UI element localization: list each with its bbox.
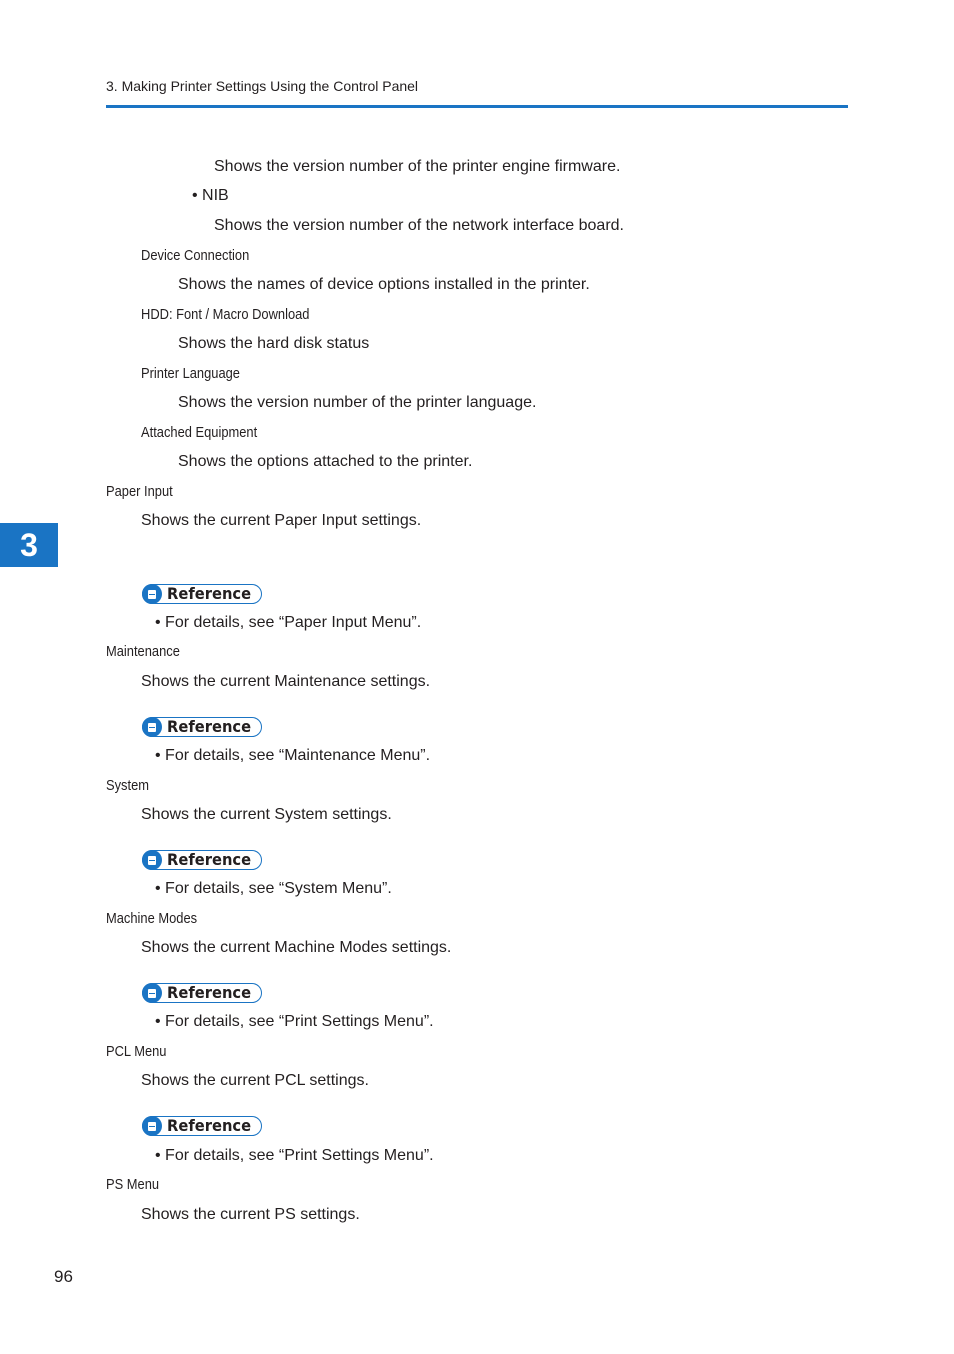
ps-menu-heading: PS Menu <box>106 1176 160 1193</box>
reference-badge <box>142 717 262 737</box>
engine-description: Shows the version number of the printer engine firmware. <box>214 158 621 175</box>
header-rule <box>106 105 848 108</box>
pcl-menu-description: Shows the current PCL settings. <box>141 1072 369 1089</box>
device-connection-heading: Device Connection <box>141 247 250 264</box>
reference-label: Reference <box>167 983 252 1002</box>
attached-equipment-heading: Attached Equipment <box>141 424 258 441</box>
reference-icon <box>142 850 162 870</box>
printer-language-description: Shows the version number of the printer language. <box>178 394 537 411</box>
chapter-tab: 3 <box>0 523 58 567</box>
system-reference-link[interactable]: • For details, see “System Menu”. <box>155 880 392 897</box>
reference-badge <box>142 983 262 1003</box>
reference-label: Reference <box>167 717 252 736</box>
maintenance-reference-link[interactable]: • For details, see “Maintenance Menu”. <box>155 747 431 764</box>
reference-icon <box>142 717 162 737</box>
maintenance-heading: Maintenance <box>106 643 180 660</box>
reference-icon <box>142 1116 162 1136</box>
nib-bullet: • NIB <box>192 187 229 204</box>
nib-description: Shows the version number of the network interface board. <box>214 217 624 234</box>
machine-modes-heading: Machine Modes <box>106 910 198 927</box>
reference-label: Reference <box>167 584 252 603</box>
reference-icon <box>142 584 162 604</box>
pcl-menu-reference-link[interactable]: • For details, see “Print Settings Menu”. <box>155 1147 434 1164</box>
pcl-menu-heading: PCL Menu <box>106 1043 167 1060</box>
reference-label: Reference <box>167 850 252 869</box>
system-description: Shows the current System settings. <box>141 806 392 823</box>
paper-input-reference-link[interactable]: • For details, see “Paper Input Menu”. <box>155 614 422 631</box>
paper-input-description: Shows the current Paper Input settings. <box>141 512 422 529</box>
maintenance-description: Shows the current Maintenance settings. <box>141 673 431 690</box>
reference-badge <box>142 850 262 870</box>
machine-modes-reference-link[interactable]: • For details, see “Print Settings Menu”. <box>155 1013 434 1030</box>
hdd-description: Shows the hard disk status <box>178 335 370 352</box>
paper-input-heading: Paper Input <box>106 483 173 500</box>
device-connection-description: Shows the names of device options installed in the printer. <box>178 276 590 293</box>
ps-menu-description: Shows the current PS settings. <box>141 1206 360 1223</box>
hdd-heading: HDD: Font / Macro Download <box>141 306 310 323</box>
reference-badge <box>142 1116 262 1136</box>
printer-language-heading: Printer Language <box>141 365 240 382</box>
attached-equipment-description: Shows the options attached to the printer. <box>178 453 473 470</box>
running-header: 3. Making Printer Settings Using the Control Panel <box>106 78 419 94</box>
page-number: 96 <box>54 1267 73 1286</box>
reference-icon <box>142 983 162 1003</box>
machine-modes-description: Shows the current Machine Modes settings. <box>141 939 452 956</box>
system-heading: System <box>106 777 150 794</box>
reference-badge <box>142 584 262 604</box>
reference-label: Reference <box>167 1116 252 1135</box>
